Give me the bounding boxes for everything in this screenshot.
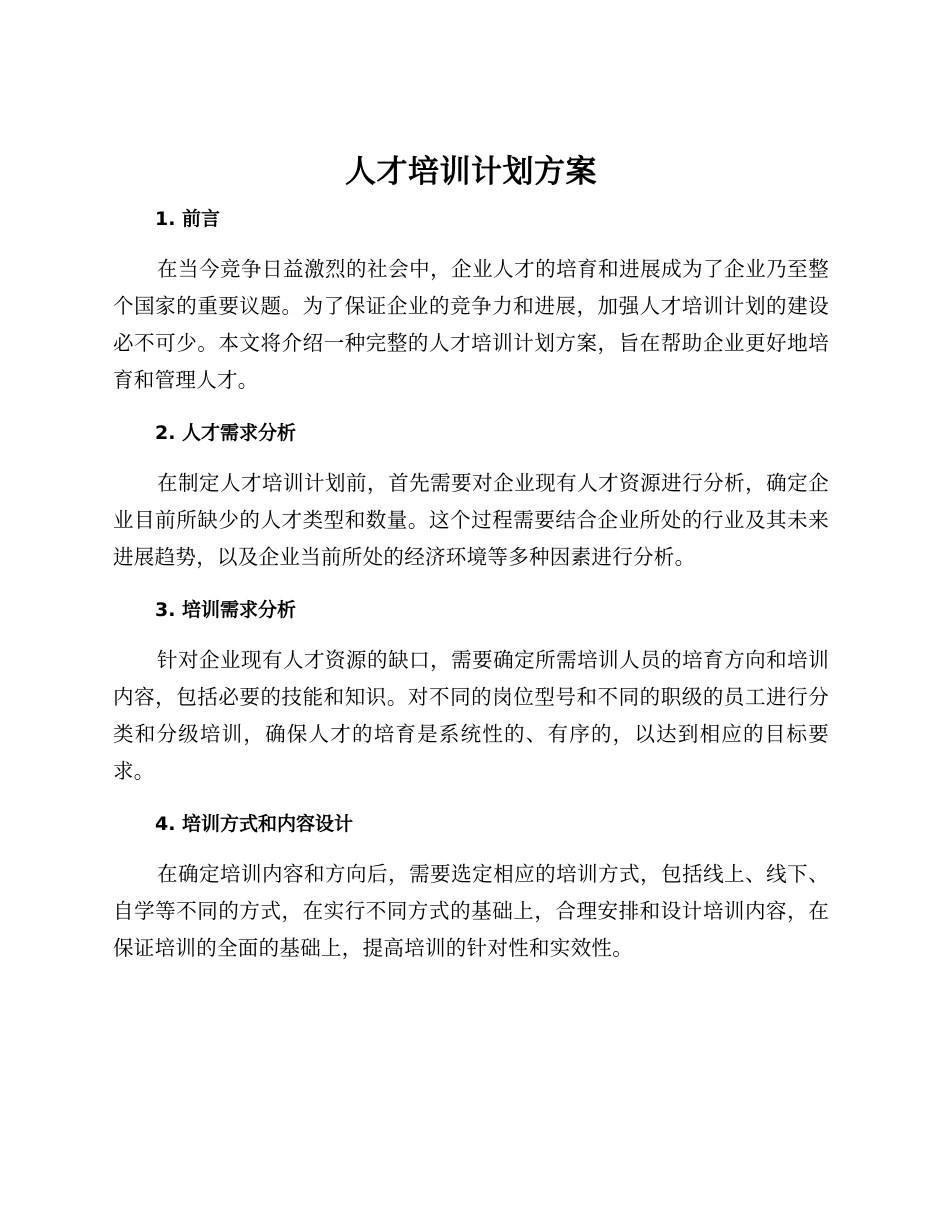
- section-body-preface: 在当今竞争日益激烈的社会中，企业人才的培育和进展成为了企业乃至整个国家的重要议题。为了保证企业的竞争力和进展，加强人才培训计划的建设必不可少。本文将介绍一种完整的人才培训计划方案，旨在帮助企业更好地培育和管理人才。: [113, 257, 829, 392]
- section-body-talent-demand-analysis: 在制定人才培训计划前，首先需要对企业现有人才资源进行分析，确定企业目前所缺少的人才类型和数量。这个过程需要结合企业所处的行业及其未来进展趋势，以及企业当前所处的经济环境等多种因素进行分析。: [113, 471, 829, 569]
- section-heading-training-method-design: 4. 培训方式和内容设计: [155, 813, 354, 835]
- section-body-training-demand-analysis: 针对企业现有人才资源的缺口，需要确定所需培训人员的培育方向和培训内容，包括必要的技能和知识。对不同的岗位型号和不同的职级的员工进行分类和分级培训，确保人才的培育是系统性的、有序的，以达到相应的目标要求。: [113, 648, 829, 783]
- section-heading-preface: 1. 前言: [155, 208, 221, 230]
- document-page: [113, 150, 829, 967]
- section-body-training-method-design: 在确定培训内容和方向后，需要选定相应的培训方式，包括线上、线下、自学等不同的方式，在实行不同方式的基础上，合理安排和设计培训内容，在保证培训的全面的基础上，提高培训的针对性和实效性。: [113, 862, 829, 960]
- section-heading-talent-demand-analysis: 2. 人才需求分析: [155, 422, 297, 444]
- section-heading-training-demand-analysis: 3. 培训需求分析: [155, 599, 297, 621]
- document-title: 人才培训计划方案: [345, 154, 597, 190]
